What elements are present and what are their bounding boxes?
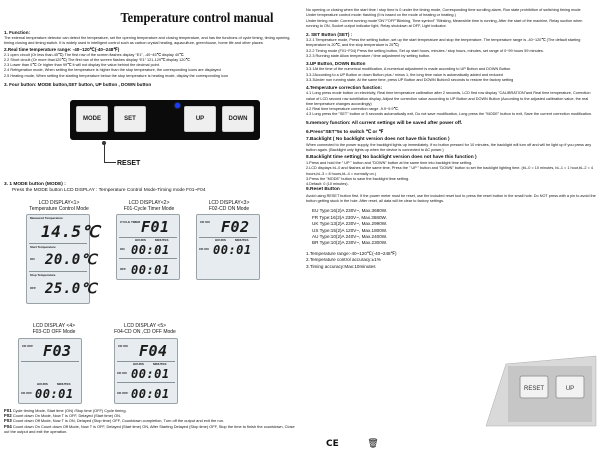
lcd-caption-sub: F01-Cycle Timer Mode bbox=[123, 206, 175, 212]
lcd-off-label: OFF bbox=[120, 267, 126, 271]
lcd-on-time: 00:01 bbox=[131, 367, 170, 381]
lcd-on-time: 00:01 bbox=[131, 243, 170, 257]
lcd-mode-code: F04 bbox=[139, 342, 168, 360]
reset-label: RESET bbox=[117, 160, 141, 167]
correction-line: 4.2 Real time temperature correction range -9.9~9.9℃. bbox=[306, 107, 399, 112]
lcd-divider bbox=[119, 258, 177, 259]
lcd-hours-label: HOURS bbox=[133, 362, 144, 366]
footer-line: 1.Temperature range:-40~120℃(-40~248℉) bbox=[306, 250, 397, 256]
intro-line: Under temperature control mode: flashing (It is based on the mode of heating or heating.) bbox=[306, 13, 456, 18]
set-line: 3.2.2 Timing mode (F01~F04) Press the setting button, Set up start hours, minutes / stop hours, minutes, set range of 0~99 hours 59 minutes. bbox=[306, 48, 544, 53]
backlight-setting-line: 3.Press the "MODE" button to save the backlight time setting. bbox=[306, 176, 410, 181]
lcd-display-cd-on-off bbox=[114, 338, 178, 404]
function-heading: 1. Function: bbox=[4, 30, 31, 35]
lcd-on-label: CD ON bbox=[117, 371, 127, 375]
lcd-caption-sub: F04-CD ON ,CD OFF Mode bbox=[114, 329, 176, 335]
updown-line: 3.3.1At the time of the numerical modification, A numerical adjustment is made according to UP Button and DOWN Button. bbox=[306, 67, 512, 72]
device-photo-svg bbox=[476, 356, 596, 426]
mode-button-section bbox=[4, 182, 296, 194]
lcd-display-cd-on bbox=[196, 214, 260, 280]
lcd-off-label: CD OFF bbox=[117, 391, 129, 395]
spec-line: BR Type:10(2)A 230V~, Max.2300W. bbox=[312, 240, 388, 246]
correction-line: 4.1 Long press mode button on electricity, Real time temperature calibration after 2 seconds, LCD first row display "CALIBRATION"and Real time temperature, Correction value of LCD second row scintillation display, Adjust the correction value according to UP Button and DOWN Button (According to the adjusted calibration value, the real time temperature changes accordingly) bbox=[306, 91, 591, 106]
reset-leader-line bbox=[104, 162, 116, 163]
intro-line: No opening or closing when the start time / stop time is 0 under the timing mode, Corresponding time scrolling alarm, Run state prohibition of switching timing mode bbox=[306, 8, 581, 12]
memory-heading: 5.memory function: All current settings will be saved after power off. bbox=[306, 120, 463, 126]
lcd-divider bbox=[21, 361, 79, 362]
spec-list bbox=[306, 208, 596, 246]
lcd-off-time: 00:01 bbox=[131, 387, 170, 401]
lcd-minutes-label: MINUTES bbox=[155, 238, 169, 242]
lcd-caption-title: LCD DISPLAY<3> bbox=[208, 200, 250, 206]
down-button[interactable]: DOWN bbox=[222, 106, 254, 132]
lcd-label: CYCLE TIMER bbox=[120, 220, 141, 224]
reset-heading: 9.Reset Button bbox=[306, 187, 340, 193]
weee-bin-icon: 🗑 bbox=[367, 438, 379, 448]
reset-text: Avoid using RESET button first. If the power meter must be reset, use the included reset tool to press the reset button in the small hole. Do NOT press with a pin to avoid the button getting stuck in the hole. After reset, all data will be clear to factory settings. bbox=[306, 193, 596, 204]
range-line: 2.2 Short circuit (Or more than120℃) The first row of the screen flashes display “E1” 121-129℃ display 120℃ bbox=[4, 57, 190, 62]
mode-note-text: Count down Off Mode, Now T is ON, Delayed (Stop time) OFF, Countdown completion, Turn off the output and exit the run. bbox=[12, 418, 225, 424]
lcd-minutes-label: MINUTES bbox=[235, 238, 249, 242]
range-heading: 2.Real time temperature range: -40~120℃(-40~248℉) bbox=[4, 46, 120, 52]
lcd-divider bbox=[29, 271, 87, 272]
lcd-mode-code: F02 bbox=[221, 218, 250, 236]
lcd-caption-sub: Temperature Control Mode bbox=[29, 206, 89, 212]
lcd-on-time: 00:01 bbox=[213, 243, 252, 257]
certification-symbols bbox=[326, 438, 379, 449]
backlight-setting-line: 4.Default: 0 (10 minutes). bbox=[306, 182, 349, 187]
reset-leader-line bbox=[104, 142, 105, 162]
mode-button-heading: 3. 1 MODE button (MODE) : bbox=[4, 182, 66, 187]
status-led-icon bbox=[175, 103, 180, 108]
correction-heading: 4.Temperature correction function: bbox=[306, 85, 382, 91]
right-column bbox=[306, 8, 596, 270]
spec-line: UK Type:13(2)A 230V~, Max.2990W. bbox=[312, 221, 388, 227]
mode-note bbox=[4, 424, 296, 434]
lcd-display-cycle-timer bbox=[116, 214, 180, 280]
mode-note-code: F03 bbox=[4, 418, 12, 424]
lcd-caption-2 bbox=[114, 200, 184, 212]
lcd-hours-label: HOURS bbox=[135, 238, 146, 242]
device-photo bbox=[476, 356, 596, 426]
spec-line: FR Type:16(2)A 230V~, Max.3680W. bbox=[312, 214, 387, 220]
backlight-heading: 7.Backlight ( No backlight version does not have this function ) bbox=[306, 136, 450, 142]
updown-line: 3.3.2According to a UP Button or down Button plus / minus 1, the long time value is automatically added and reduced bbox=[306, 72, 503, 77]
set-line: 3.2.1 Temperature mode, Press the setting button ,set up the start temperature and stop the temperature. The temperature range is -40~120℃ (The default starting temperature is 20℃, and the stop temperature is 25℃) bbox=[306, 38, 581, 48]
mode-button-text: Press the MODE button LCD DISPLAY : Temperature Control Mode-Timing mode F01~F04 bbox=[12, 188, 206, 194]
mode-note-code: F02 bbox=[4, 413, 12, 419]
lcd-start-temp: 20.0℃ bbox=[45, 252, 97, 268]
lcd-label: CD ON bbox=[200, 220, 210, 224]
device-up-button: UP bbox=[565, 386, 575, 392]
lcd-caption-sub: F02-CD ON Mode bbox=[208, 206, 250, 212]
ce-mark-icon: CE bbox=[326, 439, 339, 449]
mode-note-text: Count down On Count down Off Mode, Now T is OFF, Delayed (Start time) ON, After Starting Delayed (Stop time) OFF, Stop the time to finish the countdown, Close out the output and exit the operation. bbox=[4, 423, 295, 434]
backlight-setting-line: 2.LCD displays bL-0 and flashes at the same time, Press the " UP " button and "DOWN" button to set the backlight lighting time. (bL-0 = 10 minutes, bL-1 = 1 hour,bL-2 = 4 hours,bL-3 = 8 hours,bL-4 = normally on.) bbox=[306, 166, 593, 176]
range-line: 2.3 Lower than 0℃ Or higher than 99℃ It will not display the value behind the decimal point. bbox=[4, 63, 160, 68]
backlight-setting-line: 1.Press and hold the " UP " button and "DOWN" button at the same time into backlight time setting. bbox=[306, 160, 473, 165]
correction-line: 4.3 Long press the "SET" button or 5 seconds automatically exit, Do not save modification, Long press the "MODE" button to exit, Save the current correction modification. bbox=[306, 112, 593, 117]
lcd-on-label: ON bbox=[120, 247, 125, 251]
mode-notes bbox=[4, 408, 296, 434]
up-button[interactable]: UP bbox=[184, 106, 216, 132]
spec-footer bbox=[306, 251, 596, 270]
set-heading: 2. SET Button (SET) : bbox=[306, 32, 353, 38]
lcd-display-cd-off bbox=[18, 338, 82, 404]
range-line: 2.5 Heating mode, When setting the starting temperature below the stop temperature is heating mode, display the corresponding icon bbox=[4, 73, 228, 78]
lcd-display-temperature bbox=[26, 214, 100, 304]
lcd-caption-title: LCD DISPLAY <4> bbox=[32, 323, 76, 329]
mode-note-text: Count down On Mode, Now T is OFF, Delayed (Start time) ON. bbox=[12, 413, 122, 419]
footer-line: 3.Timing accuracy:Max:10minutes bbox=[306, 263, 376, 269]
lcd-caption-4 bbox=[14, 323, 94, 335]
mode-note-code: F01 bbox=[4, 408, 12, 413]
backlight-text: When connected to the power supply, the backlight lights up immediately. If no button pressed for 10 minutes, the backlight will turn off and will be light up if you press any button again. (Backlight only lights up when the device is connected to AC power.) bbox=[306, 142, 592, 153]
control-panel bbox=[70, 100, 260, 140]
mode-note-code: F04 bbox=[4, 423, 12, 429]
lcd-stop-temp: 25.0℃ bbox=[45, 281, 97, 297]
unit-switch-heading: 6.Press"SET"5s to switch ℃ or ℉ bbox=[306, 130, 384, 136]
updown-line: 3.3.3Under non running state, At the same time, press UP Button and DOWN Button3 seconds to restore the factory setting bbox=[306, 77, 514, 82]
lcd-divider bbox=[117, 382, 175, 383]
lcd-label: Start Temperature bbox=[30, 245, 56, 249]
mode-button[interactable]: MODE bbox=[76, 106, 108, 132]
lcd-caption-title: LCD DISPLAY <5> bbox=[123, 323, 167, 329]
lcd-divider bbox=[29, 243, 87, 244]
lcd-off-time: 00:01 bbox=[35, 387, 74, 401]
lcd-caption-1 bbox=[24, 200, 94, 212]
backlight-setting-heading: 8.Backlight time setting( No backlight version does not have this function ) bbox=[306, 154, 477, 160]
range-line: 2.1 open circuit (Or less than-45℃) The first row of the screen flashes display “E1”, -40~45℃ display 40℃. bbox=[4, 52, 185, 57]
lcd-caption-sub: F03-CD OFF Mode bbox=[32, 329, 76, 335]
intro-line: Under timing mode: Current running mode"ON"/"OFF"Blinking, Time symbol" "Blinking, Meanwhile time is running, After the start of the machine, Relay suction when running to ON, Socket output indicator light, Relay shutdown at OFF, Light indicator. bbox=[306, 18, 583, 28]
lcd-label: CD ON bbox=[118, 344, 128, 348]
lcd-label: Stop Temperature bbox=[30, 273, 56, 277]
lcd-caption-5 bbox=[100, 323, 190, 335]
lcd-off-label: CD OFF bbox=[21, 391, 33, 395]
lcd-label: Measured Temperature bbox=[30, 216, 63, 220]
spec-line: US Type:15(2)A 120V~, Max.1800W. bbox=[312, 227, 388, 233]
mode-note-text: Cycle timing Mode, Start time (ON) /Stop time (OFF) Cycle timing. bbox=[12, 408, 127, 413]
lcd-minutes-label: MINUTES bbox=[153, 362, 167, 366]
updown-heading: 3.UP Button, DOWN Button bbox=[306, 61, 366, 67]
lcd-caption-title: LCD DISPLAY<2> bbox=[128, 200, 170, 206]
function-text: The external temperature detector can detect the temperature, set the opening temperature and closing temperature, and has the functions of cycle timing, timing opening, timing closing and timing switch. It is widely used in intelligent control such as carbon crystal heating, aquaculture, greenhouse, home life and other places bbox=[4, 36, 291, 46]
set-line: 3.2.3 Running state Allow temperature / time adjustment by setting button. bbox=[306, 54, 431, 59]
device-reset-button: RESET bbox=[523, 386, 545, 392]
lcd-caption-3 bbox=[194, 200, 264, 212]
lcd-mode-code: F03 bbox=[43, 342, 72, 360]
lcd-on-label: CD ON bbox=[199, 247, 209, 251]
page-title: Temperature control manual bbox=[120, 10, 274, 25]
set-button[interactable]: SET bbox=[114, 106, 146, 132]
lcd-off-label: OFF bbox=[30, 286, 36, 290]
lcd-on-label: ON bbox=[30, 257, 35, 261]
lcd-measured-temp: 14.5℃ bbox=[41, 222, 100, 241]
four-button-heading: 3. Four button: MODE button,SET button, UP button , DOWN button bbox=[4, 82, 152, 88]
lcd-label: CD OFF bbox=[22, 344, 34, 348]
lcd-off-time: 00:01 bbox=[131, 263, 170, 277]
spec-line: EU Type:16(2)A 230V~, Max.3680W. bbox=[312, 208, 388, 214]
spec-line: AU Type:10(2)A 240V~, Max.2400W. bbox=[312, 234, 388, 240]
lcd-hours-label: HOURS bbox=[37, 382, 48, 386]
lcd-caption-title: LCD DISPLAY<1> bbox=[38, 200, 80, 206]
footer-line: 2.Temperature control accuracy:±1% bbox=[306, 257, 381, 263]
lcd-hours-label: HOURS bbox=[215, 238, 226, 242]
lcd-mode-code: F01 bbox=[141, 218, 170, 236]
left-column bbox=[4, 30, 296, 88]
range-line: 2.4 Refrigeration mode, When setting the temperature is higher than the stop temperature, the corresponding icons are displayed bbox=[4, 68, 221, 73]
lcd-minutes-label: MINUTES bbox=[57, 382, 71, 386]
